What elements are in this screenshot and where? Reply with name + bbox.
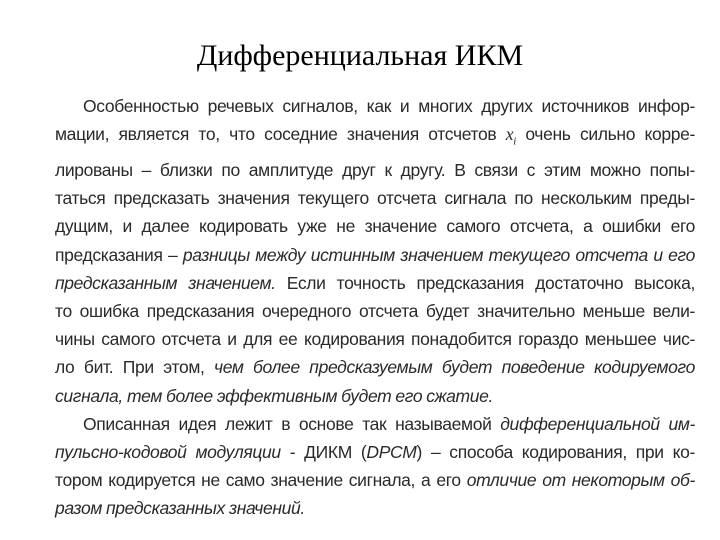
text-line bbox=[55, 325, 695, 353]
variable-subscript: i bbox=[513, 135, 516, 148]
text-span: Если точность предсказания достаточно высока, bbox=[286, 272, 696, 293]
text-line bbox=[55, 212, 695, 240]
text-line bbox=[55, 269, 695, 297]
text-span: чины самого отсчета и для ее кодирования понадобится гораздо меньшее чис- bbox=[55, 329, 695, 350]
text-line bbox=[55, 382, 695, 410]
italic-text: пульсно-кодовой модуляции bbox=[55, 441, 281, 462]
text-line bbox=[55, 410, 695, 438]
slide-title: Дифференциальная ИКМ bbox=[196, 39, 524, 72]
italic-text: DPCM bbox=[366, 441, 417, 462]
text-span: мации, является то, что соседние значения отсчетов bbox=[55, 124, 497, 145]
text-line bbox=[55, 241, 695, 269]
text-line bbox=[55, 120, 695, 156]
italic-text: разницы между истинным значением текущего отсчета и его bbox=[182, 244, 695, 265]
text-span: очень сильно корре- bbox=[525, 124, 696, 145]
text-span: дущим, и далее кодировать уже не значение самого отсчета, а ошибки его bbox=[55, 216, 695, 237]
text-span: Особенностью речевых сигналов, как и многих других источников инфор- bbox=[83, 96, 695, 116]
text-line bbox=[55, 184, 695, 212]
text-span: лированы – близки по амплитуде друг к другу. В связи с этим можно попы- bbox=[55, 159, 695, 180]
text-line bbox=[55, 438, 695, 466]
text-line bbox=[55, 297, 695, 325]
variable-x bbox=[505, 124, 516, 148]
text-span: таться предсказать значения текущего отсчета сигнала по нескольким преды- bbox=[55, 188, 695, 209]
text-span: - ДИКМ ( bbox=[289, 441, 367, 462]
text-span: предсказания – bbox=[55, 244, 178, 265]
body-text bbox=[55, 92, 695, 523]
italic-text: предсказанным значением. bbox=[55, 272, 276, 293]
text-span: тором кодируется не само значение сигнала, а его bbox=[55, 470, 461, 491]
italic-text: разом предсказанных значений. bbox=[55, 498, 305, 519]
text-line bbox=[55, 92, 695, 120]
text-line bbox=[55, 156, 695, 184]
variable-symbol: x bbox=[505, 124, 514, 145]
text-span: то ошибка предсказания очередного отсчета будет значительно меньше вели- bbox=[55, 300, 695, 321]
text-line bbox=[55, 494, 695, 522]
text-line bbox=[55, 353, 695, 381]
text-line bbox=[55, 466, 695, 494]
text-span: ло бит. При этом, bbox=[55, 357, 205, 378]
italic-text: сигнала, тем более эффективным будет его сжатие. bbox=[55, 385, 494, 406]
italic-text: отличие от некоторым об- bbox=[466, 470, 695, 491]
text-span: ) – способа кодирования, при ко- bbox=[416, 441, 696, 462]
text-span: Описанная идея лежит в основе так называемой bbox=[83, 413, 492, 434]
italic-text: дифференциальной им- bbox=[500, 413, 695, 434]
italic-text: чем более предсказуемым будет поведение кодируемого bbox=[214, 357, 695, 378]
